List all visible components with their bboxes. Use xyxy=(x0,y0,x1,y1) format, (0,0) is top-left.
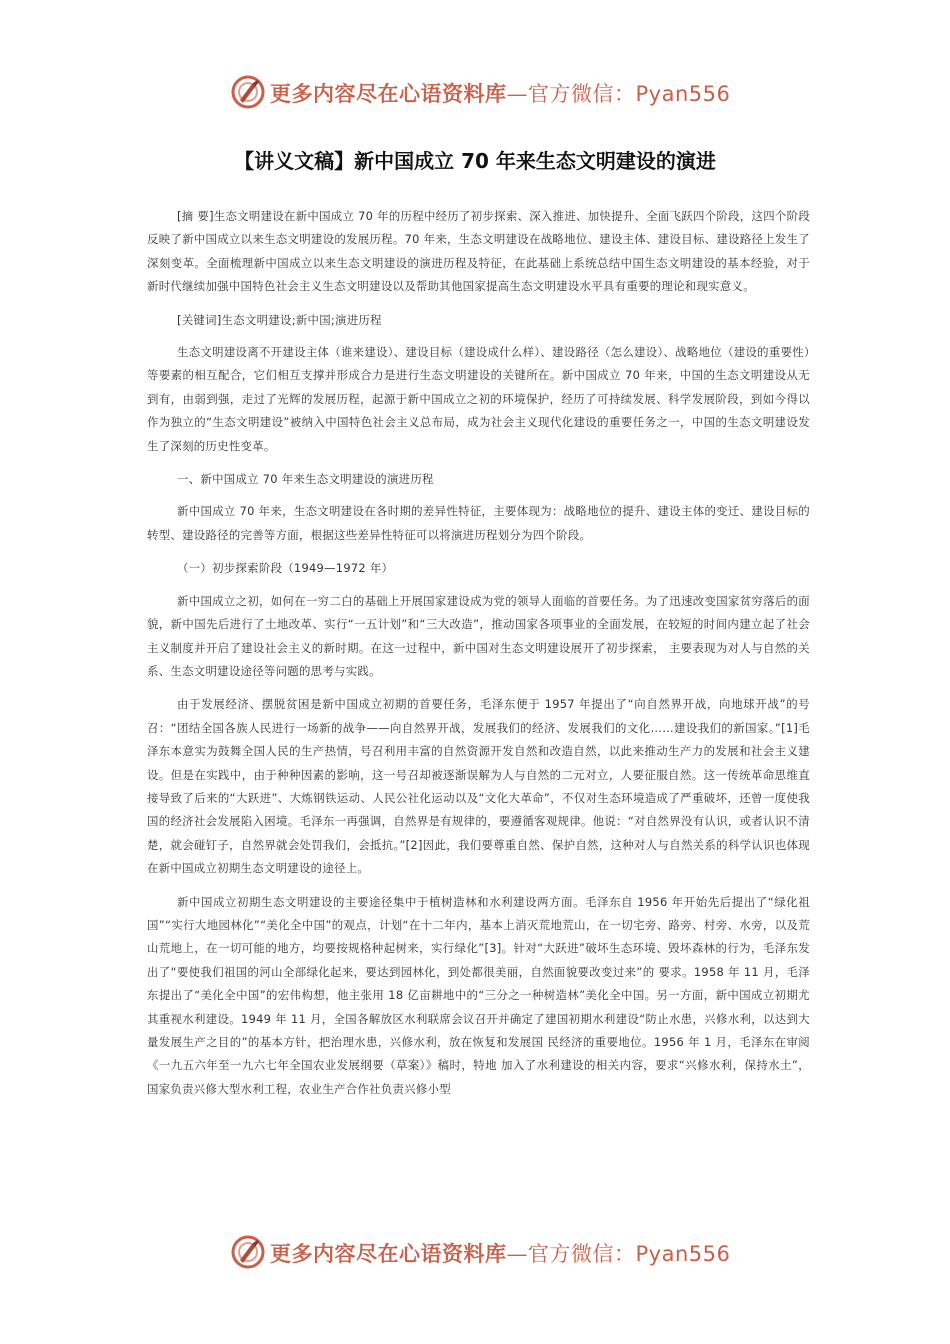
banner-library-name: 更多内容尽在心语资料库 xyxy=(270,81,507,106)
document-body xyxy=(147,205,810,1111)
abstract-paragraph: [摘 要]生态文明建设在新中国成立 70 年的历程中经历了初步探索、深入推进、加快提升、全面飞跃四个阶段，这四个阶段反映了新中国成立以来生态文明建设的发展历程。70 年来，生态文明建设在战略地位、建设主体、建设目标、建设路径上发生了深刻变革。全面梳理新中国成立以来生态文明建设的演进历程及特征，在此基础上系统总结中国生态文明建设的基本经验，对于新时代继续加强中国特色社会主义生态文明建设以及帮助其他国家提高生态文明建设水平具有重要的理论和现实意义。 xyxy=(147,209,810,294)
banner-library-name: 更多内容尽在心语资料库 xyxy=(270,1241,507,1266)
banner-text xyxy=(270,78,730,108)
subsection-heading-1: （一）初步探索阶段（1949—1972 年） xyxy=(177,561,394,576)
header-banner xyxy=(0,72,950,112)
document-title: 【讲义文稿】新中国成立 70 年来生态文明建设的演进 xyxy=(234,149,716,173)
body-paragraph: 由于发展经济、摆脱贫困是新中国成立初期的首要任务，毛泽东便于 1957 年提出了“向自然界开战，向地球开战”的号召：“团结全国各族人民进行一场新的战争——向自然界开战，发展我们的经济、发展我们的文化……建设我们的新国家。”[1]毛泽东本意实为鼓舞全国人民的生产热情，号召利用丰富的自然资源开发自然和改造自然，以此来推动生产力的发展和社会主义建设。但是在实践中，由于种种因素的影响，这一号召却被逐渐误解为人与自然的二元对立，人要征服自然。这一传统革命思维直接导致了后来的“大跃进”、大炼钢铁运动、人民公社化运动以及“文化大革命”，不仅对生态环境造成了严重破坏，还曾一度使我国的经济社会发展陷入困境。毛泽东一再强调，自然界是有规律的，要遵循客观规律。他说：“对自然界没有认识，或者认识不清楚，就会碰钉子，自然界就会处罚我们，会抵抗。”[2]因此，我们要尊重自然、保护自然，这种对人与自然关系的科学认识也体现在新中国成立初期生态文明建设的途径上。 xyxy=(147,697,810,876)
banner-dash: — xyxy=(506,82,528,106)
footer-banner xyxy=(0,1232,950,1272)
banner-wechat: 官方微信：Pyan556 xyxy=(528,1242,731,1266)
banner-text xyxy=(270,1238,730,1268)
body-paragraph: 新中国成立之初，如何在一穷二白的基础上开展国家建设成为党的领导人面临的首要任务。为了迅速改变国家贫穷落后的面貌，新中国先后进行了土地改革、实行“一五计划”和“三大改造”，推动国家各项事业的全面发展，在较短的时间内建立起了社会主义制度并开启了建设社会主义的新时期。在这一过程中，新中国对生态文明建设展开了初步探索， 主要表现为对人与自然的关系、生态文明建设途径等问题的思考与实践。 xyxy=(147,593,810,678)
banner-dash: — xyxy=(506,1242,528,1266)
body-paragraph: 新中国成立初期生态文明建设的主要途径集中于植树造林和水利建设两方面。毛泽东自 1956 年开始先后提出了“绿化祖国”“实行大地园林化”“美化全中国”的观点，计划“在十二年内，基本上消灭荒地荒山，在一切宅旁、路旁、村旁、水旁，以及荒山荒地上，在一切可能的地方，均要按规格种起树来，实行绿化”[3]。针对“大跃进”破坏生态环境、毁坏森林的行为，毛泽东发出了“要使我们祖国的河山全部绿化起来，要达到园林化，到处都很美丽，自然面貌要改变过来”的 要求。1958 年 11 月，毛泽东提出了“美化全中国”的宏伟构想，他主张用 18 亿亩耕地中的“三分之一种树造林”美化全中国。另一方面，新中国成立初期尤其重视水利建设。1949 年 11 月，全国各解放区水利联席会议召开并确定了建国初期水利建设“防止水患，兴修水利，以达到大量发展生产之目的”的基本方针，把治理水患，兴修水利，放在恢复和发展国 民经济的重要地位。1956 年 1 月，毛泽东在审阅《一九五六年至一九六七年全国农业发展纲要（草案）》稿时，特地 加入了水利建设的相关内容，要求“兴修水利，保持水土”，国家负责兴修大型水利工程，农业生产合作社负责兴修小型 xyxy=(147,894,810,1096)
section-heading-1: 一、新中国成立 70 年来生态文明建设的演进历程 xyxy=(177,472,434,487)
section-intro-paragraph: 新中国成立 70 年来，生态文明建设在各时期的差异性特征，主要体现为：战略地位的提升、建设主体的变迁、建设目标的转型、建设路径的完善等方面，根据这些差异性特征可以将演进历程划分为四个阶段。 xyxy=(147,504,810,542)
library-logo-icon xyxy=(230,1234,266,1270)
keywords-paragraph: [关键词]生态文明建设;新中国;演进历程 xyxy=(177,312,382,327)
banner-wechat: 官方微信：Pyan556 xyxy=(528,82,731,106)
library-logo-icon xyxy=(230,74,266,110)
intro-paragraph: 生态文明建设离不开建设主体（谁来建设）、建设目标（建设成什么样）、建设路径（怎么建设）、战略地位（建设的重要性）等要素的相互配合，它们相互支撑并形成合力是进行生态文明建设的关键所在。新中国成立 70 年来，中国的生态文明建设从无到有，由弱到强，走过了光辉的发展历程，起源于新中国成立之初的环境保护，经历了可持续发展、科学发展阶段，到如今得以作为独立的“生态文明建设”被纳入中国特色社会主义总布局，成为社会主义现代化建设的重要任务之一，中国的生态文明建设发生了深刻的历史性变革。 xyxy=(147,345,810,453)
